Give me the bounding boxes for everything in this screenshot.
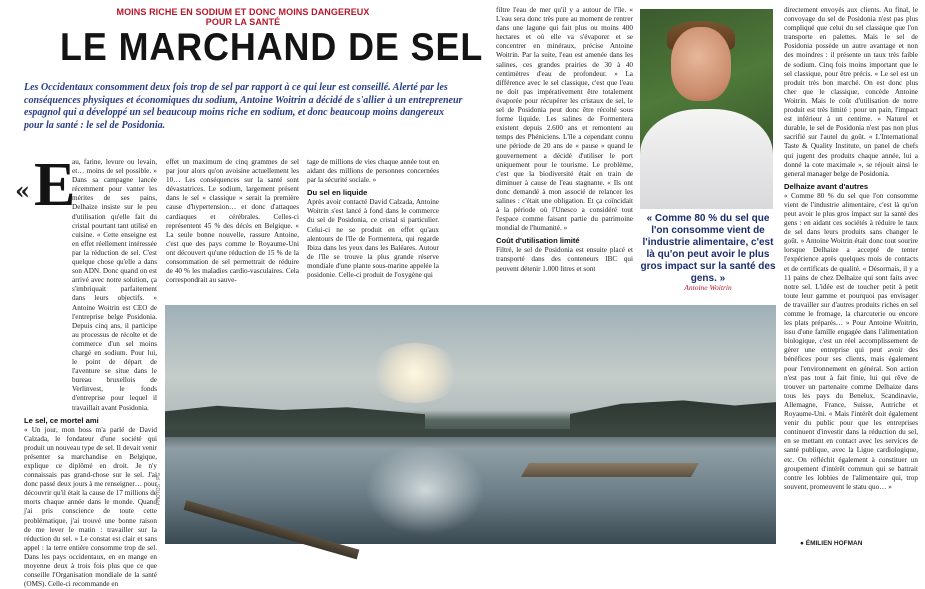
treeline-left [165,403,425,431]
pull-quote-author: Antoine Woitrin [684,283,732,292]
article-title: LE MARCHAND DE SEL [60,26,484,69]
col3-paragraph-2: Après avoir contacté David Calzada, Antoine Woitrin s'est lancé à fond dans le commerce du sel de Posidonia, ce cristal si particulier. Celui-ci ne se produit en effet qu'aux alentours de l'île de Formentera, qui regarde Ibiza dans les yeux dans les Baléares. Autour de l'île se trouve la plus grande réserve mondiale d'une plante sous-marine appelée la posidonie. Celle-ci produit de l'oxygène qui [307,198,439,280]
col1-paragraph-2: « Un jour, mon boss m'a parlé de David Calzada, le fondateur d'une société qui produit un nouveau type de sel. Il devait venir présenter sa marchandise en Belgique, explique ce diplômé en droit. Je n'y connaissais pas grand-chose sur le sel. J'ai donc passé deux jours à me renseigner… pour découvrir qu'il était la cause de 17 millions de morts chaque année dans le monde. Quand j'ai pris conscience de toute cette problématique, j'ai trouvé une bonne raison de me lever le matin : travailler sur la réduction du sel. » Le constat est clair et sans appel : la terre entière consomme trop de sel. Dans les pays occidentaux, en en mange en moyenne deux à trois fois plus que ce que conseille l'Organisation mondiale de la santé (OMS). Celle-ci recommande en [24,425,157,589]
subheading-le-sel: Le sel, ce mortel ami [24,415,99,425]
col6-paragraph-1: directement envoyés aux clients. Au final, le convoyage du sel de Posidonia n'est pas plus compliqué que celui du sel classique que l'on transporte en palettes. Mais le sel de Posidonia possède un autre avantage et non des moindres : il présente un taux très faible de sodium. Cinq fois moins important que le sel classique, pour être précis. « Le sel est un produit très bon marché. On est donc plus cher que le classique, concède Antoine Woitrin. Mais le coût d'utilisation de notre produit est très limité : pour un pain, l'impact est inférieur à un centime. » Naturel et durable, le sel de Posidonia n'est pas non plus sacrifié sur l'autel du goût. « L'International Taste & Quality Institute, un panel de chefs qui jugent des produits chaque année, lui a donné la cote maximale », se réjouit ainsi le general manager belge de Posidonia. [784,6,918,178]
water-reflection [365,445,485,535]
photo-credit: PHOTOS : PG [156,472,162,505]
article-intro: Les Occidentaux consomment deux fois trop de sel par rapport à ce qui leur est conseillé. Alerté par les conséquences physiques et économiques du sodium, Antoine Woitrin a décidé de s'allier à un entrepreneur espagnol qui a développé un sel beaucoup moins riche en sodium, et donc beaucoup moins dangereux pour la santé : le sel de Posidonia. [24,82,463,131]
sun-glow [370,343,460,403]
salt-pan-edge [184,500,360,559]
salt-flats-photo [165,305,776,544]
shoreline [165,429,776,437]
drop-cap: E [34,151,76,219]
byline: ● ÉMILIEN HOFMAN [800,540,863,547]
subheading-du-sel-en-liquide: Du sel en liquide [307,188,368,198]
column-1 [24,158,157,589]
treeline-right [570,397,776,431]
column-2 [166,158,299,298]
pull-quote: « Comme 80 % du sel que l'on consomme vient de l'industrie alimentaire, c'est là qu'on peut avoir le plus gros impact sur la santé des gens. » [640,213,776,284]
kicker: MOINS RICHE EN SODIUM ET DONC MOINS DANGEREUX POUR LA SANTÉ [116,7,370,27]
salt-pan-platform [521,463,699,477]
col4-paragraph-1: filtre l'eau de mer qu'il y a autour de l'île. « L'eau sera donc très pure au moment de rentrer dans une lagune qui fait plus ou moins 400 hectares et où elle va s'évaporer et se concentrer en minéraux, précise Antoine Woitrin. Par la suite, l'eau est amenée dans les salines, ces grandes prairies de 30 à 40 centimètres d'eau de profondeur. » La différence avec le sel classique, c'est que l'eau ne doit pas impérativement être totalement évaporée pour récupérer les cristaux de sel, le sel de Posidonia peut donc être récolté sous forme liquide. Les salines de Formentera existent depuis 2.600 ans et remontent au temps des Phéniciens. L'île a cependant connu une période de 20 ans de « pause » quand le gouvernement a décidé d'utiliser le port uniquement pour le tourisme. Le problème, c'est que la biodiversité était en train de diminuer à cause de l'eau stagnante. « Ils ont donc demandé à mon associé de relancer les salines : c'était une obligation. Et ça coïncidait à la période où l'Unesco a considéré tout l'espace comme faisant partie du patrimoine mondial de l'humanité. » [496,6,633,233]
col3-paragraph-1: tage de millions de vies chaque année tout en aidant des millions de personnes concernées par la sécurité sociale. » [307,158,439,185]
column-3 [307,158,439,298]
portrait-shirt [640,109,773,209]
subheading-cout-utilisation: Coût d'utilisation limité [496,236,580,246]
opening-quote-mark: « [15,176,30,205]
col1-paragraph-1: au, farine, levure ou levain, et… moins de sel possible. » Dans sa campagne lancée récemment pour vanter les mérites de ses pains, Delhaize insiste sur le peu d'utilisation qu'elle fait du cristal pourtant tant utilisé en cuisine. « Cette enseigne est en effet réellement intéressée par la réduction de sel. C'est quelque chose qu'elle a dans son ADN. Donc quand on est arrivé avec notre solution, ça s'imbriquait parfaitement dans leurs objectifs. » Antoine Woitrin est CEO de l'entreprise belge Posidonia. Depuis cinq ans, il participe au processus de récolte et de commerce d'un sel moins chargé en sodium. Pour lui, le point de départ de l'aventure se situe dans le bureau bruxellois de Verlinvest, le fonds d'entreprise pour lequel il travaillait avant Posidonia. [72,158,157,412]
col6-paragraph-2: « Comme 80 % du sel que l'on consomme vient de l'industrie alimentaire, c'est là qu'on peut avoir le plus gros impact sur la santé des gens : en aidant ces sociétés à réduire le taux de sel dans leurs produits sans changer le goût. » Antoine Woitrin était donc tout sourire lorsque Delhaize a accepté de tenter l'expérience après quelques mois de contacts et de certificats de qualité. « Désormais, il y a 11 pains de chez Delhaize qui sont faits avec notre sel. L'idée est de toucher petit à petit toute leur gamme et pourquoi pas envisager de travailler sur d'autres produits riches en sel comme le fromage, la charcuterie ou encore les plats préparés… » Pour Antoine Woitrin, issu d'une famille engagée dans l'alimentation biologique, c'est un réel accomplissement de gérer une entreprise qui peut avoir des bénéfices pour ses clients, mais également pour l'environnement en général. Son action n'est pas tout à fait finie, lui qui rêve de trouver un partenaire comme Delhaize dans tous les pays du Benelux, Scandinavie, Allemagne, France, Suisse, Autriche et Royaume-Uni. « Mais l'intérêt doit également venir du public pour que les entreprises continuent d'investir dans la réduction du sel, en se mettant en contact avec les services de santé publique, avec la Ligue cardiologique, etc. On réfléchit également à constituer un groupement d'intérêt commun qui se battrait contre les lobbies de l'alimentaire qui, trop souvent, promeuvent le statu quo… » [784,191,918,491]
col2-paragraph-1: effet un maximum de cinq grammes de sel par jour alors qu'on avoisine actuellement les 10… Les conséquences sur la santé sont dévastatrices. Le sodium, largement présent dans le sel « classique » serait la première cause d'hypertension… et donc d'attaques cardiaques et cérébrales. Celles-ci représentent 45 % des décès en Belgique. « La seule bonne nouvelle, rassure Antoine, c'est que des pays comme le Royaume-Uni ont découvert qu'une réduction de 15 % de la consommation de sel permettrait de réduire de 40 % les maladies cardio-vasculaires. Cela correspondrait au sauve- [166,158,299,285]
portrait-face [671,27,731,101]
portrait-photo [640,9,773,209]
col4-paragraph-2: Filtré, le sel de Posidonia est ensuite placé et transporté dans des conteneurs IBC qui peuvent détenir 1.000 litres et sont [496,246,633,273]
subheading-delhaize: Delhaize avant d'autres [784,181,869,191]
column-6 [784,6,918,546]
column-4 [496,6,633,298]
